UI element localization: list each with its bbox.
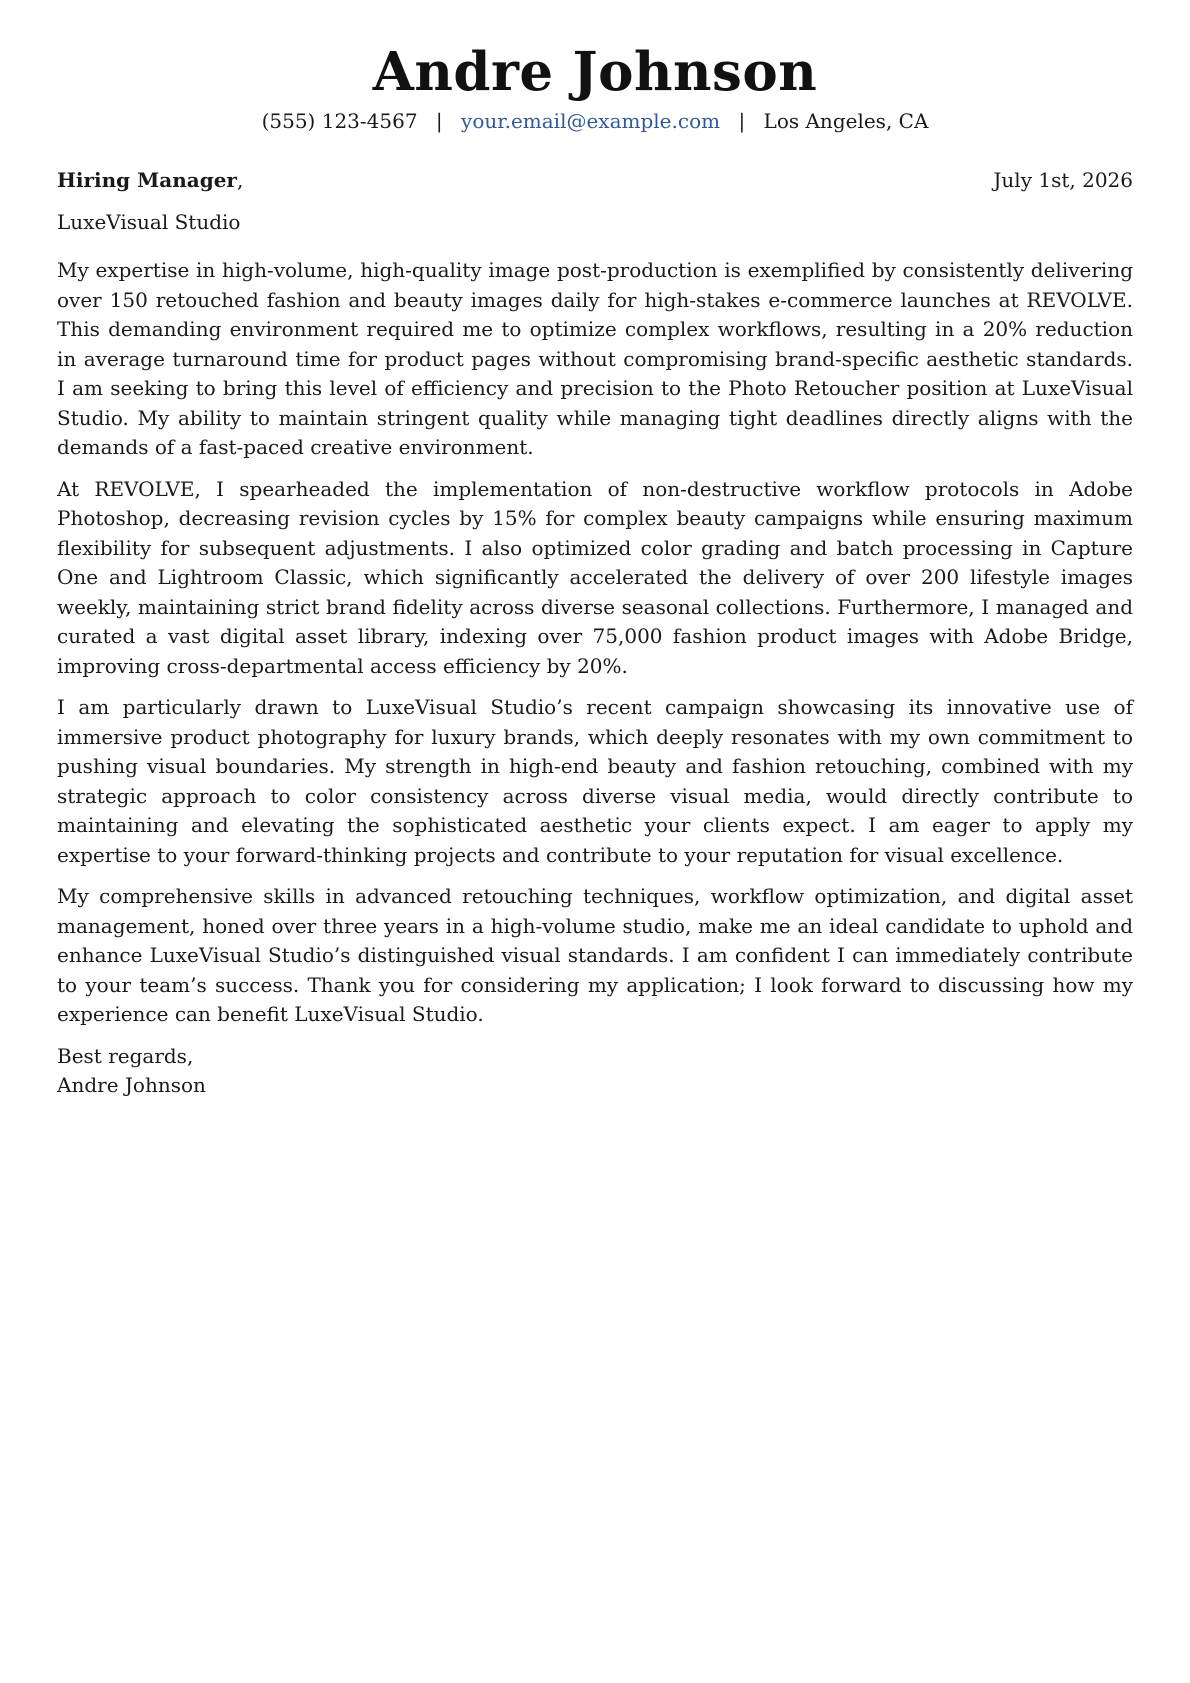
recipient-row <box>57 166 1133 196</box>
signature-name: Andre Johnson <box>57 1073 206 1097</box>
letter-body <box>57 256 1133 1030</box>
contact-separator: | <box>435 109 443 133</box>
contact-line <box>57 106 1133 136</box>
closing-salutation: Best regards, <box>57 1043 194 1068</box>
body-paragraph: I am particularly drawn to LuxeVisual Studio’s recent campaign showcasing its innovative use of immersive product photography for luxury brands, which deeply resonates with my own commitment to pushing visual boundaries. My strength in high-end beauty and fashion retouching, combined with my strategic approach to color consistency across diverse visual media, would directly contribute to maintaining and elevating the sophisticated aesthetic your clients expect. I am eager to apply my expertise to your forward-thinking projects and contribute to your reputation for visual excellence. <box>57 695 1133 867</box>
recipient-title: Hiring Manager <box>57 168 237 192</box>
body-paragraph: My comprehensive skills in advanced retouching techniques, workflow optimization, and digital asset management, honed over three years in a high-volume studio, make me an ideal candidate to uphold and enhance LuxeVisual Studio’s distinguished visual standards. I am confident I can immediately contribute to your team’s success. Thank you for considering my application; I look forward to discussing how my experience can benefit LuxeVisual Studio. <box>57 884 1133 1026</box>
recipient-greeting <box>57 166 243 196</box>
recipient-company: LuxeVisual Studio <box>57 209 241 234</box>
phone-number: (555) 123-4567 <box>261 109 418 133</box>
body-paragraph: My expertise in high-volume, high-quality image post-production is exemplified by consistently delivering over 150 retouched fashion and beauty images daily for high-stakes e-commerce launches at REVOLVE. This demanding environment required me to optimize complex workflows, resulting in a 20% reduction in average turnaround time for product pages without compromising brand-specific aesthetic standards. I am seeking to bring this level of efficiency and precision to the Photo Retoucher position at LuxeVisual Studio. My ability to maintain stringent quality while managing tight deadlines directly aligns with the demands of a fast-paced creative environment. <box>57 258 1133 459</box>
recipient-title-suffix: , <box>236 168 244 192</box>
contact-separator: | <box>738 109 746 133</box>
location: Los Angeles, CA <box>763 109 929 133</box>
letter-closing <box>57 1042 1133 1101</box>
cover-letter-page <box>57 40 1133 1101</box>
applicant-name: Andre Johnson <box>372 41 818 103</box>
body-paragraph: At REVOLVE, I spearheaded the implementation of non-destructive workflow protocols in Adobe Photoshop, decreasing revision cycles by 15% for complex beauty campaigns while ensuring maximum flexibility for subsequent adjustments. I also optimized color grading and batch processing in Capture One and Lightroom Classic, which significantly accelerated the delivery of over 200 lifestyle images weekly, maintaining strict brand fidelity across diverse seasonal collections. Furthermore, I managed and curated a vast digital asset library, indexing over 75,000 fashion product images with Adobe Bridge, improving cross-departmental access efficiency by 20%. <box>57 476 1133 678</box>
letter-date: July 1st, 2026 <box>993 168 1133 192</box>
email-link[interactable]: your.email@example.com <box>461 109 721 133</box>
